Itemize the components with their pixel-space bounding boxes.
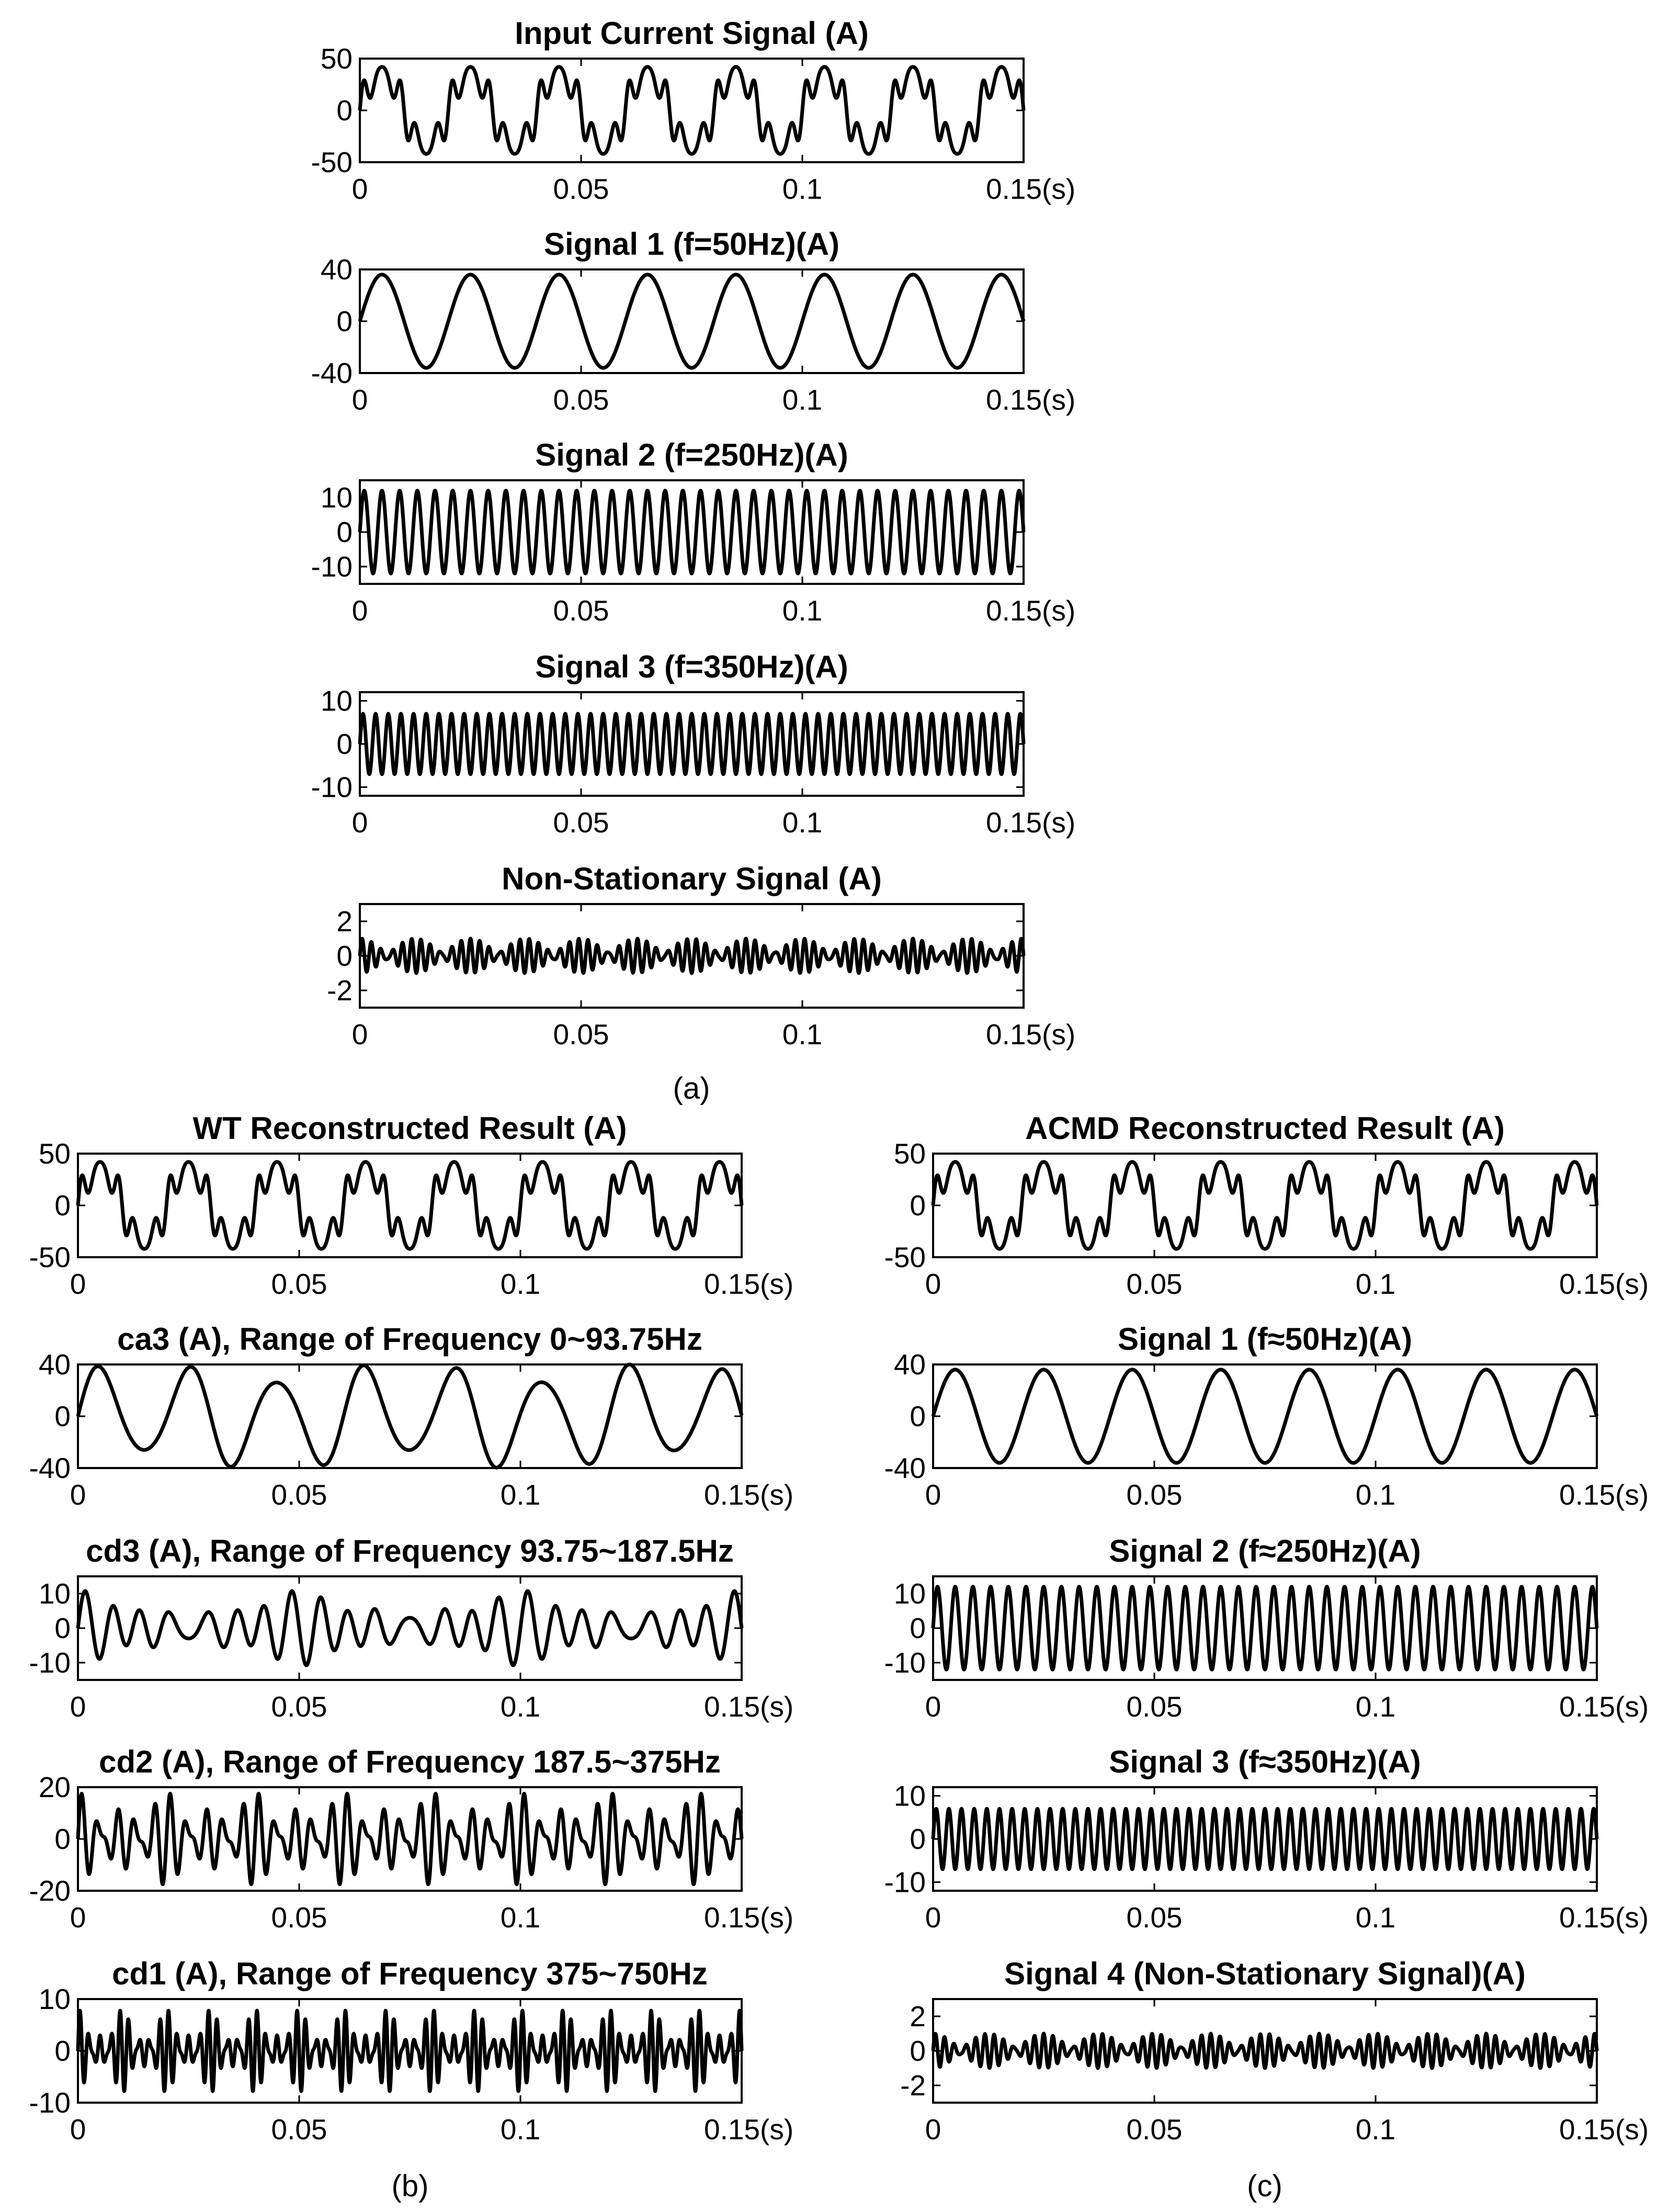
x-tick-label: 0.1	[1355, 1479, 1396, 1511]
x-tick-label: 0.15(s)	[986, 594, 1076, 627]
y-tick-label: 50	[893, 1137, 926, 1170]
x-tick-label: 0	[351, 594, 368, 627]
x-tick-label: 0.05	[553, 594, 609, 627]
x-tick-label: 0.05	[271, 1690, 327, 1723]
x-tick-label: 0.1	[1355, 1690, 1396, 1723]
x-tick-label: 0.15(s)	[1559, 1268, 1649, 1300]
signal-trace	[933, 1162, 1597, 1249]
y-tick-label: 10	[38, 1577, 71, 1610]
axes-frame	[78, 1154, 742, 1257]
subplot-title: Signal 1 (f=50Hz)(A)	[543, 227, 840, 262]
x-tick-label: 0	[70, 1479, 86, 1511]
x-tick-label: 0.1	[1355, 1268, 1396, 1300]
x-tick-label: 0.15(s)	[1559, 1901, 1649, 1934]
y-tick-label: 0	[336, 516, 353, 548]
subplot-11	[884, 1111, 1649, 1300]
y-tick-label: -50	[29, 1241, 71, 1273]
signal-trace	[933, 1370, 1597, 1463]
x-tick-label: 0.05	[1126, 2113, 1183, 2146]
y-tick-label: 2	[336, 905, 353, 938]
x-tick-label: 0	[925, 1268, 941, 1300]
panel-caption: (a)	[673, 1071, 710, 1105]
x-tick-label: 0	[351, 1018, 368, 1051]
y-tick-label: 50	[320, 42, 353, 75]
subplot-title: cd2 (A), Range of Frequency 187.5~375Hz	[99, 1744, 721, 1779]
y-tick-label: 0	[336, 94, 353, 127]
x-tick-label: 0.05	[1126, 1690, 1183, 1723]
signal-trace	[78, 1162, 742, 1249]
x-tick-label: 0	[70, 1901, 86, 1934]
x-tick-label: 0.05	[553, 1018, 609, 1051]
x-tick-label: 0	[925, 1901, 941, 1934]
x-tick-label: 0.15(s)	[704, 1690, 794, 1723]
subplot-title: Signal 3 (f≈350Hz)(A)	[1109, 1744, 1421, 1779]
x-tick-label: 0.1	[782, 1018, 823, 1051]
subplot-2	[311, 227, 1076, 416]
x-tick-label: 0	[925, 1690, 941, 1723]
subplot-title: ACMD Reconstructed Result (A)	[1025, 1111, 1505, 1146]
x-tick-label: 0	[925, 2113, 941, 2146]
y-tick-label: -10	[884, 1646, 926, 1679]
signal-trace	[933, 2034, 1597, 2068]
subplot-title: Signal 3 (f=350Hz)(A)	[535, 649, 848, 684]
signal-trace	[360, 714, 1024, 774]
x-tick-label: 0.1	[782, 383, 823, 416]
subplot-1	[311, 16, 1076, 205]
y-tick-label: 50	[38, 1137, 71, 1170]
x-tick-label: 0.1	[782, 806, 823, 839]
signal-trace	[360, 67, 1024, 154]
x-tick-label: 0.15(s)	[986, 383, 1076, 416]
x-tick-label: 0.05	[271, 1479, 327, 1511]
subplot-7	[29, 1322, 794, 1511]
x-tick-label: 0.05	[1126, 1901, 1183, 1934]
subplot-title: WT Reconstructed Result (A)	[192, 1111, 627, 1146]
panel-caption: (c)	[1247, 2169, 1282, 2203]
y-tick-label: -50	[311, 146, 353, 178]
x-tick-label: 0.15(s)	[704, 2113, 794, 2146]
x-tick-label: 0.1	[500, 2113, 541, 2146]
y-tick-label: 40	[320, 253, 353, 286]
x-tick-label: 0.1	[500, 1690, 541, 1723]
x-tick-label: 0.05	[271, 2113, 327, 2146]
y-tick-label: 10	[893, 1779, 926, 1812]
x-tick-label: 0.05	[271, 1901, 327, 1934]
subplot-10	[29, 1956, 794, 2146]
x-tick-label: 0.15(s)	[1559, 1479, 1649, 1511]
y-tick-label: -50	[884, 1241, 926, 1273]
y-tick-label: 0	[54, 1612, 71, 1644]
x-tick-label: 0.05	[271, 1268, 327, 1300]
x-tick-label: 0.1	[500, 1479, 541, 1511]
subplot-9	[29, 1744, 794, 1934]
y-tick-label: 0	[910, 2035, 926, 2067]
x-tick-label: 0.05	[1126, 1268, 1183, 1300]
subplot-5	[327, 861, 1075, 1051]
subplot-title: Input Current Signal (A)	[515, 16, 869, 51]
subplot-14	[884, 1744, 1649, 1934]
x-tick-label: 0.1	[1355, 1901, 1396, 1934]
subplot-3	[311, 437, 1076, 627]
y-tick-label: 10	[38, 1983, 71, 2015]
y-tick-label: 0	[336, 728, 353, 760]
y-tick-label: 40	[893, 1348, 926, 1381]
x-tick-label: 0.1	[500, 1268, 541, 1300]
axes-frame	[933, 1154, 1597, 1257]
y-tick-label: 0	[54, 2035, 71, 2067]
y-tick-label: 0	[910, 1612, 926, 1644]
x-tick-label: 0.15(s)	[1559, 1690, 1649, 1723]
signal-trace	[933, 1587, 1597, 1669]
subplot-6	[29, 1111, 794, 1300]
subplot-title: Signal 4 (Non-Stationary Signal)(A)	[1004, 1956, 1526, 1991]
panel-caption: (b)	[391, 2169, 429, 2203]
signal-trace	[933, 1809, 1597, 1869]
signal-trace	[360, 491, 1024, 573]
y-tick-label: -10	[311, 550, 353, 583]
x-tick-label: 0.1	[782, 594, 823, 627]
x-tick-label: 0.05	[553, 173, 609, 205]
y-tick-label: -10	[29, 2086, 71, 2119]
y-tick-label: 0	[910, 1189, 926, 1222]
subplot-title: cd1 (A), Range of Frequency 375~750Hz	[112, 1956, 708, 1991]
y-tick-label: 0	[336, 940, 353, 972]
x-tick-label: 0.05	[1126, 1479, 1183, 1511]
y-tick-label: -2	[327, 974, 353, 1007]
y-tick-label: 0	[336, 305, 353, 337]
y-tick-label: 40	[38, 1348, 71, 1381]
signal-trace	[78, 1364, 742, 1468]
x-tick-label: 0.15(s)	[704, 1901, 794, 1934]
subplot-15	[900, 1956, 1649, 2146]
y-tick-label: 0	[54, 1400, 71, 1432]
signal-trace	[78, 1591, 742, 1665]
signal-trace	[78, 2011, 742, 2091]
x-tick-label: 0	[70, 1690, 86, 1723]
signal-trace	[78, 1793, 742, 1884]
x-tick-label: 0	[351, 383, 368, 416]
y-tick-label: -10	[29, 1646, 71, 1679]
subplot-title: cd3 (A), Range of Frequency 93.75~187.5Hz	[86, 1533, 734, 1568]
axes-frame	[78, 1999, 742, 2103]
y-tick-label: 20	[38, 1771, 71, 1803]
subplot-title: Non-Stationary Signal (A)	[502, 861, 882, 896]
x-tick-label: 0.05	[553, 383, 609, 416]
subplot-13	[884, 1533, 1649, 1723]
x-tick-label: 0.15(s)	[986, 173, 1076, 205]
y-tick-label: 10	[320, 481, 353, 514]
subplot-12	[884, 1322, 1649, 1511]
y-tick-label: 0	[910, 1823, 926, 1855]
y-tick-label: -40	[311, 357, 353, 389]
x-tick-label: 0.15(s)	[1559, 2113, 1649, 2146]
signal-trace	[360, 939, 1024, 973]
subplot-title: Signal 1 (f≈50Hz)(A)	[1118, 1322, 1412, 1357]
y-tick-label: 2	[910, 2000, 926, 2033]
y-tick-label: 0	[54, 1823, 71, 1855]
x-tick-label: 0.15(s)	[986, 806, 1076, 839]
subplot-title: ca3 (A), Range of Frequency 0~93.75Hz	[117, 1322, 702, 1357]
x-tick-label: 0	[70, 1268, 86, 1300]
y-tick-label: -2	[900, 2069, 926, 2102]
x-tick-label: 0.15(s)	[704, 1479, 794, 1511]
y-tick-label: 10	[320, 684, 353, 717]
y-tick-label: 0	[910, 1400, 926, 1432]
x-tick-label: 0.15(s)	[986, 1018, 1076, 1051]
signal-trace	[360, 275, 1024, 368]
y-tick-label: 10	[893, 1577, 926, 1610]
y-tick-label: 0	[54, 1189, 71, 1222]
x-tick-label: 0	[351, 173, 368, 205]
x-tick-label: 0.1	[782, 173, 823, 205]
subplot-title: Signal 2 (f=250Hz)(A)	[535, 437, 848, 472]
y-tick-label: -10	[311, 771, 353, 804]
x-tick-label: 0	[925, 1479, 941, 1511]
subplot-8	[29, 1533, 794, 1723]
y-tick-label: -40	[884, 1452, 926, 1484]
axes-frame	[360, 59, 1024, 162]
x-tick-label: 0	[70, 2113, 86, 2146]
x-tick-label: 0.15(s)	[704, 1268, 794, 1300]
x-tick-label: 0.1	[1355, 2113, 1396, 2146]
subplot-4	[311, 649, 1076, 839]
y-tick-label: -40	[29, 1452, 71, 1484]
subplot-title: Signal 2 (f≈250Hz)(A)	[1109, 1533, 1421, 1568]
x-tick-label: 0.1	[500, 1901, 541, 1934]
x-tick-label: 0	[351, 806, 368, 839]
y-tick-label: -10	[884, 1866, 926, 1899]
x-tick-label: 0.05	[553, 806, 609, 839]
y-tick-label: -20	[29, 1875, 71, 1907]
